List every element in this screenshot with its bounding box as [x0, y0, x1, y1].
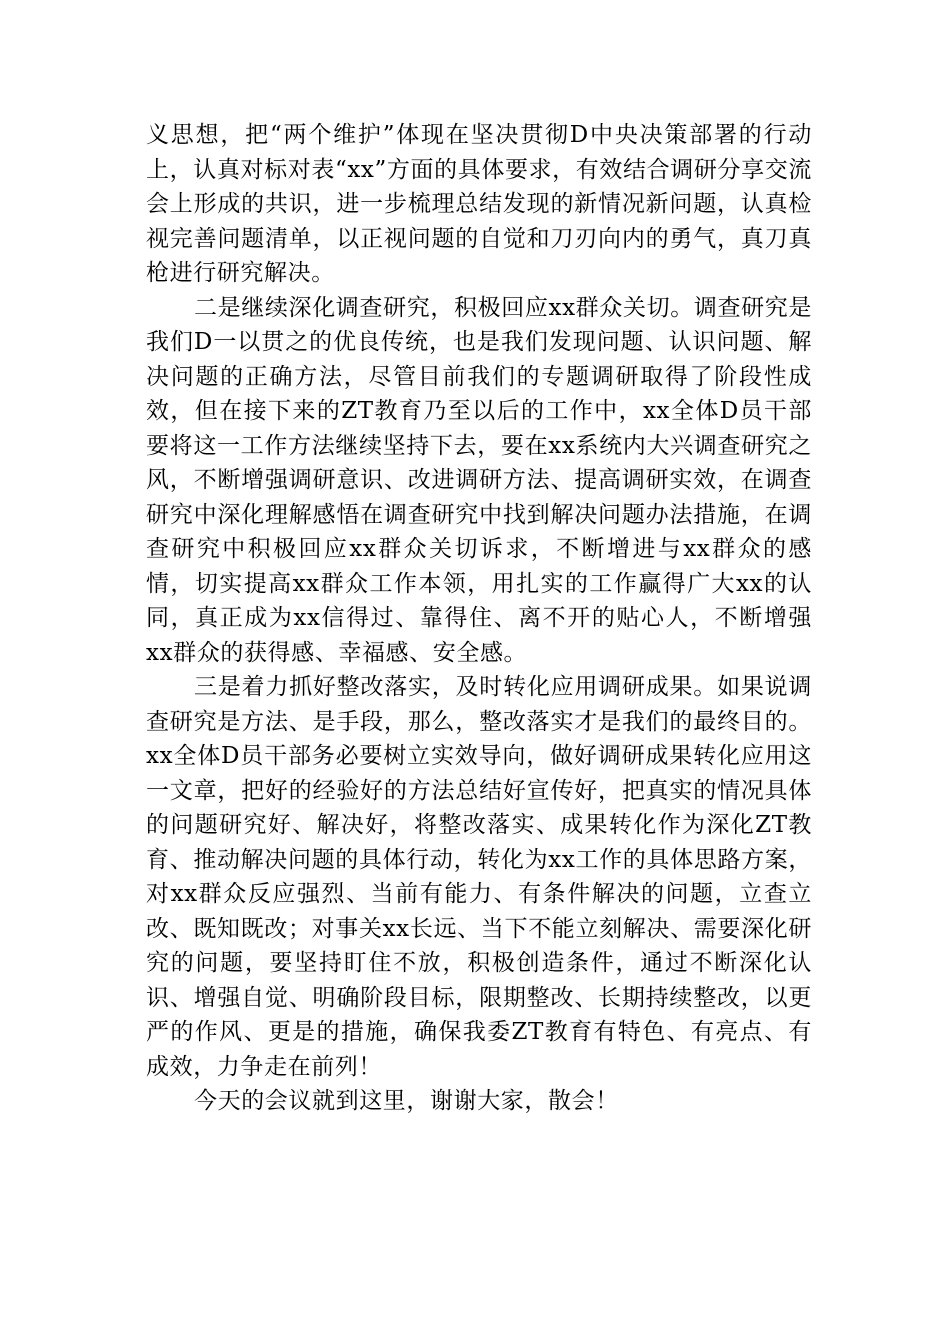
paragraph-closing: 今天的会议就到这里，谢谢大家，散会！ [194, 1088, 619, 1114]
paragraph-continuation: 义思想，把“两个维护”体现在坚决贯彻D中央决策部署的行动上，认真对标对表“xx”方面的具体要求，有效结合调研分享交流会上形成的共识，进一步梳理总结发现的新情况新问题，认真检视完善问题清单，以正视问题的自觉和刀刃向内的勇气，真刀真枪进行研究解决。 [146, 122, 812, 286]
paragraph-point-three: 三是着力抓好整改落实，及时转化应用调研成果。如果说调查研究是方法、是手段，那么，整改落实才是我们的最终目的。xx全体D员干部务必要树立实效导向，做好调研成果转化应用这一文章，把好的经验好的方法总结好宣传好，把真实的情况具体的问题研究好、解决好，将整改落实、成果转化作为深化ZT教育、推动解决问题的具体行动，转化为xx工作的具体思路方案，对xx群众反应强烈、当前有能力、有条件解决的问题，立查立改、既知既改；对事关xx长远、当下不能立刻解决、需要深化研究的问题，要坚持盯住不放，积极创造条件，通过不断深化认识、增强自觉、明确阶段目标，限期整改、长期持续整改，以更严的作风、更是的措施，确保我委ZT教育有特色、有亮点、有成效，力争走在前列！ [146, 674, 812, 1080]
paragraph-point-two: 二是继续深化调查研究，积极回应xx群众关切。调查研究是我们D一以贯之的优良传统，也是我们发现问题、认识问题、解决问题的正确方法，尽管目前我们的专题调研取得了阶段性成效，但在接下来的ZT教育乃至以后的工作中，xx全体D员干部要将这一工作方法继续坚持下去，要在xx系统内大兴调查研究之风，不断增强调研意识、改进调研方法、提高调研实效，在调查研究中深化理解感悟在调查研究中找到解决问题办法措施，在调查研究中积极回应xx群众关切诉求，不断增进与xx群众的感情，切实提高xx群众工作本领，用扎实的工作赢得广大xx的认同，真正成为xx信得过、靠得住、离不开的贴心人，不断增强xx群众的获得感、幸福感、安全感。 [146, 294, 812, 666]
document-page [146, 118, 812, 1119]
